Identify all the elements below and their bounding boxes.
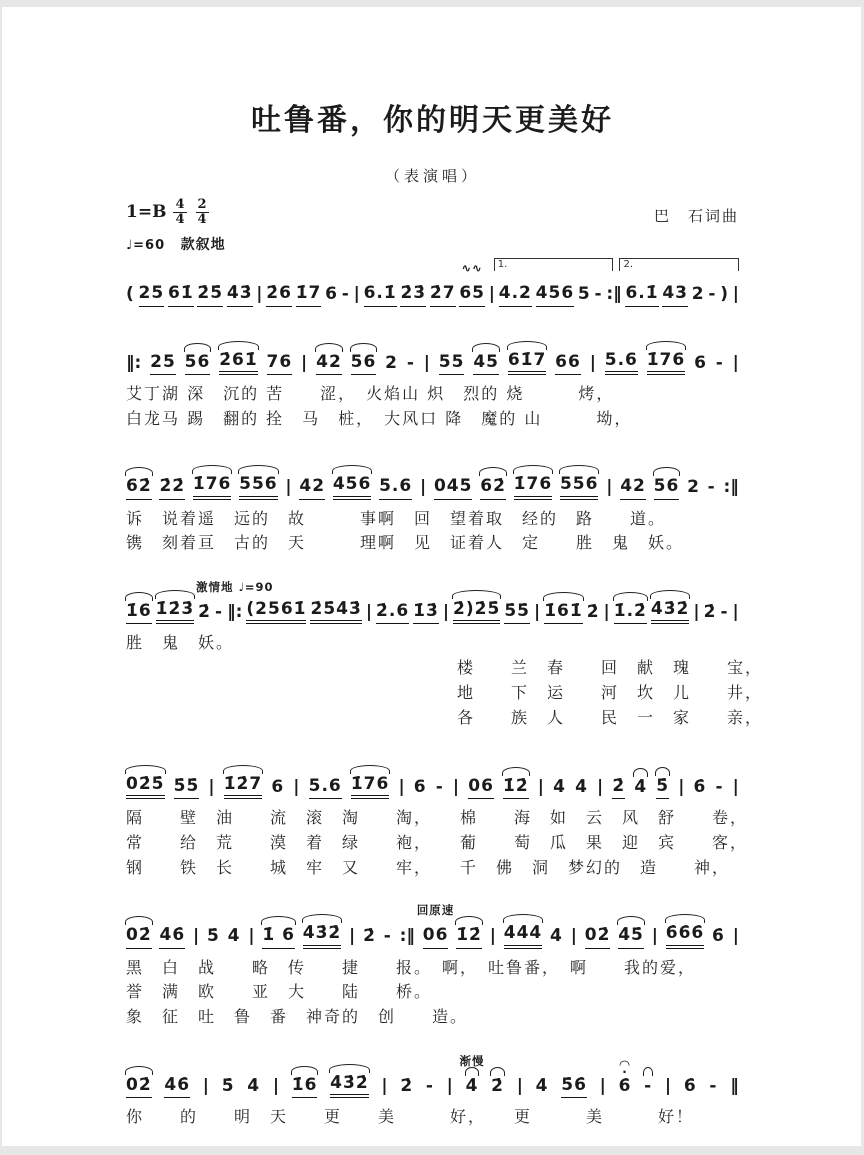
- note-token: 5̇5̇: [174, 776, 200, 799]
- note-token: 4̇: [634, 777, 647, 799]
- lyric-line: 你 的 明 天 更 美 好， 更 美 好！: [126, 1107, 695, 1127]
- notes-row: [126, 896, 739, 948]
- note-token: 2̇3̇: [400, 283, 426, 306]
- note-token: -: [715, 352, 724, 373]
- lyrics-block: [126, 507, 739, 557]
- note-token: 42: [316, 352, 342, 375]
- note-token: 2̇: [198, 602, 212, 623]
- barline: |: [570, 926, 577, 947]
- barline: |: [381, 1075, 388, 1096]
- note-token: 6.1̇: [364, 283, 397, 306]
- lyric-line: 艾丁湖 深 沉的 苦 涩， 火焰山 炽 烈的 烧 烤，: [126, 383, 615, 403]
- score-systems: [126, 256, 764, 1130]
- note-token: 5̇6̇: [561, 1075, 587, 1098]
- note-token: 5.6: [379, 476, 412, 499]
- note-token: 61̇7: [508, 350, 547, 375]
- note-token: 556: [239, 474, 278, 499]
- note-token: 5̇5̇: [504, 601, 530, 624]
- barline: |: [349, 926, 356, 947]
- lyric-line: 镌 刻着亘 古的 天 理啊 见 证着人 定 胜 鬼 妖。: [126, 533, 685, 553]
- barline: :‖: [399, 926, 415, 947]
- note-token: 4̇3̇2̇: [330, 1073, 369, 1098]
- note-token: 5̇: [221, 1075, 235, 1096]
- note-token: 4̇ 渐慢: [466, 1076, 479, 1098]
- note-token: 5.6: [605, 350, 638, 375]
- lyric-line: 隔 壁 油 流 滚 淘 淘， 棉 海 如 云 风 舒 卷，: [126, 807, 749, 827]
- note-token: 6: [271, 776, 285, 797]
- barline: |: [446, 1075, 453, 1096]
- barline: |: [533, 602, 541, 623]
- note-token: (2561̇: [246, 599, 306, 624]
- barline: ‖: [730, 1075, 739, 1096]
- note-token: 4̇4̇4̇: [504, 923, 543, 948]
- lyric-line: 象 征 吐 鲁 番 神奇的 创 造。: [126, 1007, 469, 1027]
- note-token: 4̇3̇2̇: [651, 599, 690, 624]
- note-token: 02̇5̇: [126, 774, 165, 799]
- note-token: 1̇2̇: [503, 776, 529, 799]
- tempo-expression-mark: ∿∿: [461, 260, 483, 275]
- note-token: 6̇: [683, 1075, 697, 1096]
- note-token: ): [720, 284, 729, 305]
- note-token: 4̇: [227, 926, 241, 947]
- note-token: 2: [691, 284, 705, 305]
- barline: |: [208, 776, 215, 797]
- barline: |: [732, 352, 739, 373]
- barline: |: [651, 926, 658, 947]
- barline: |: [419, 477, 427, 498]
- song-subtitle: （表演唱）: [384, 167, 480, 185]
- note-token: 1̇61̇: [544, 601, 583, 624]
- lyric-line: 诉 说着遥 远的 故 事啊 回 望着取 经的 路 道。: [126, 508, 667, 528]
- note-token: 2̇.6: [376, 601, 409, 624]
- score-system: [126, 256, 739, 306]
- key-label: 1=B: [126, 202, 167, 223]
- note-token: 62̇: [126, 476, 152, 499]
- note-token: 4̇3̇2̇: [303, 923, 342, 948]
- note-token: 55: [439, 352, 465, 375]
- note-token: 1̇2̇3̇: [156, 599, 195, 624]
- barline: |: [693, 602, 700, 623]
- fermata-icon: ◠ ·: [619, 1058, 630, 1074]
- note-token: 2̇: [612, 776, 625, 799]
- note-token: 06: [468, 776, 494, 799]
- barline: ‖:: [126, 352, 142, 373]
- note-token: 5: [577, 284, 591, 305]
- lyric-line: 常 给 荒 漠 着 绿 袍， 葡 萄 瓜 果 迎 宾 客，: [126, 832, 749, 852]
- note-token: 1̇76: [193, 474, 232, 499]
- lyrics-block: [126, 382, 739, 432]
- volta-bracket: 1.: [494, 258, 614, 271]
- barline: |: [732, 776, 739, 797]
- time-signatures: [173, 198, 208, 226]
- meter-denominator: 4: [175, 211, 185, 227]
- song-title: 吐鲁番，你的明天更美好: [251, 104, 614, 137]
- note-token: 2̇: [703, 602, 717, 623]
- score-system: [126, 747, 749, 881]
- note-token: 6: [325, 284, 338, 305]
- score-system: [126, 896, 739, 1030]
- note-token: -: [709, 1075, 718, 1096]
- barline: |: [488, 284, 495, 305]
- meta-row: [126, 198, 739, 226]
- barline: |: [732, 602, 739, 623]
- note-token: 62̇: [480, 476, 506, 499]
- note-token: 2̇: [400, 1075, 414, 1096]
- note-token: 02̇: [126, 1075, 152, 1098]
- note-token: 42: [299, 476, 325, 499]
- note-token: (: [126, 284, 135, 305]
- tempo-marking: [126, 234, 739, 254]
- note-token: 5.6: [309, 776, 342, 799]
- note-token: 56: [185, 352, 211, 375]
- note-token: 2̇: [586, 602, 600, 623]
- note-token: 4̇: [247, 1075, 261, 1096]
- note-token: -: [341, 284, 350, 305]
- note-token: 02̇: [585, 925, 611, 948]
- barline: |: [248, 926, 255, 947]
- note-token: 61̇: [168, 283, 194, 306]
- tempo-expression-mark: 渐慢: [459, 1053, 485, 1068]
- lyric-line: 地 下 运 河 坎 儿 井，: [457, 683, 764, 703]
- tempo-style: 款叙地: [180, 237, 226, 254]
- note-token: 06 回原速: [423, 925, 449, 948]
- barline: |: [452, 776, 460, 797]
- barline: |: [192, 926, 200, 947]
- tempo-expression-mark: 回原速: [416, 902, 455, 917]
- barline: |: [606, 477, 613, 498]
- note-token: 1̇3̇: [413, 601, 439, 624]
- barline: |: [732, 926, 739, 947]
- note-token: 2: [385, 352, 398, 373]
- note-token: -: [215, 602, 224, 623]
- note-token: -: [406, 352, 415, 373]
- note-token: 1̇2̇: [456, 925, 482, 948]
- note-token: 1̇76: [514, 474, 553, 499]
- lyrics-block: [126, 956, 739, 1030]
- note-token: 1̇7: [296, 283, 322, 306]
- tempo-bpm: ♩=60: [126, 238, 166, 254]
- barline: |: [272, 1075, 280, 1096]
- note-token: 456: [536, 283, 575, 306]
- note-token: 2: [687, 477, 700, 498]
- note-token: 2̇5̇: [197, 283, 223, 306]
- lyric-line: 誉 满 欧 亚 大 陆 桥。: [126, 982, 433, 1002]
- note-token: 2̇5̇4̇3̇: [310, 599, 361, 624]
- note-token: 43: [662, 283, 688, 306]
- note-token: 66: [555, 352, 581, 375]
- note-token: 5̇: [207, 926, 220, 947]
- barline: |: [301, 352, 308, 373]
- note-token: 1̇76: [351, 774, 390, 799]
- lyric-line: 各 族 人 民 一 家 亲，: [457, 707, 764, 727]
- note-token: 4̇: [575, 776, 588, 797]
- notes-row: [126, 1046, 739, 1098]
- composer-credit: 巴 石词曲: [653, 207, 739, 226]
- key-signature: [126, 198, 209, 226]
- note-token: 6̇6̇6̇: [666, 923, 705, 948]
- note-token: 56: [654, 476, 680, 499]
- note-token: -: [435, 776, 444, 797]
- volta-bracket: 2.: [619, 258, 739, 271]
- note-token: 25: [150, 352, 176, 375]
- barline: |: [293, 776, 300, 797]
- note-token: 45: [473, 352, 499, 375]
- barline: |: [202, 1075, 209, 1096]
- note-token: 2̇6: [266, 283, 292, 306]
- lyric-line: 黑 白 战 略 传 捷 报。 啊， 吐鲁番， 啊 我的爱，: [126, 957, 697, 977]
- barline: |: [597, 776, 604, 797]
- note-token: 2̇61̇: [219, 350, 258, 375]
- notes-row: [126, 447, 739, 499]
- barline: |: [678, 776, 685, 797]
- lyric-line: 胜 鬼 妖。: [126, 633, 235, 653]
- note-token: 56: [351, 352, 377, 375]
- notes-row: [126, 256, 739, 306]
- sheet-music-page: [2, 7, 861, 1146]
- notes-row: [126, 747, 739, 799]
- barline: |: [489, 926, 496, 947]
- time-signature: [196, 198, 209, 226]
- barline: |: [599, 1075, 606, 1096]
- meter-numerator: 2: [197, 197, 207, 212]
- barline: |: [285, 477, 292, 498]
- note-token: 1̇6: [292, 1075, 318, 1098]
- note-token: 2̇: [363, 926, 376, 947]
- note-token: 1̇.2̇: [614, 601, 647, 624]
- note-token: 6̇: [693, 776, 707, 797]
- note-token: 2̇: [491, 1076, 504, 1098]
- tempo-expression-mark: 激情地 ♩=90: [195, 579, 274, 594]
- note-token: 1̇ 6: [262, 925, 295, 948]
- note-token: 4̇6̇: [164, 1075, 190, 1098]
- lyrics-block: [126, 1105, 739, 1130]
- note-token: 4.2: [499, 283, 532, 306]
- note-token: 6: [413, 776, 427, 797]
- note-token: -: [425, 1075, 434, 1096]
- lyrics-block: [126, 806, 749, 880]
- barline: |: [732, 284, 739, 305]
- note-token: -: [644, 1076, 652, 1098]
- lyric-line: 楼 兰 春 回 献 瑰 宝，: [457, 658, 764, 678]
- barline: |: [442, 602, 450, 623]
- notes-row: [126, 572, 739, 624]
- note-token: 4̇: [550, 926, 563, 947]
- note-token: 76: [267, 352, 293, 375]
- note-token: 1̇6: [126, 601, 152, 624]
- note-token: 045: [434, 476, 473, 499]
- lyric-line: 钢 铁 长 城 牢 又 牢， 千 佛 洞 梦幻的 造 神，: [126, 857, 731, 877]
- note-token: -: [708, 284, 717, 305]
- note-token: 25: [139, 283, 165, 306]
- note-token: 6.1̇: [625, 283, 658, 306]
- note-token: 42: [620, 476, 646, 499]
- note-token: 1̇2̇7: [224, 774, 263, 799]
- score-system: [126, 1046, 739, 1130]
- barline: |: [537, 776, 545, 797]
- note-token: -: [715, 776, 724, 797]
- note-token: 456: [333, 474, 372, 499]
- lyric-line: 白龙马 踢 翻的 拴 马 桩， 大风口 降 魔的 山 坳，: [126, 408, 633, 428]
- score-system: [126, 572, 764, 730]
- barline: |: [398, 776, 405, 797]
- barline: :‖: [723, 477, 739, 498]
- barline: ‖: 激情地 ♩=90: [195, 579, 274, 623]
- note-token: 556: [560, 474, 599, 499]
- barline: |: [423, 352, 430, 373]
- score-system: [126, 447, 739, 556]
- note-token: 6̇: [712, 926, 725, 947]
- barline: |: [664, 1075, 672, 1096]
- note-token: -: [594, 284, 603, 305]
- score-system: [126, 323, 739, 432]
- note-token: 65 ∿∿: [459, 283, 485, 306]
- note-token: -: [383, 926, 392, 947]
- note-token: 2̇)2̇5̇: [453, 599, 500, 624]
- note-token: 4̇: [535, 1075, 549, 1096]
- note-token: 1̇76: [647, 350, 686, 375]
- meter-denominator: 4: [197, 211, 207, 227]
- note-token: 4̇: [553, 776, 566, 797]
- note-token: 5̇: [656, 776, 669, 799]
- note-token: 02̇: [126, 925, 152, 948]
- note-token: 4̇5̇: [618, 925, 644, 948]
- note-token: 2̇2̇: [159, 476, 185, 499]
- note-token: 2̇7: [430, 283, 456, 306]
- note-token: 4̇3̇: [227, 283, 253, 306]
- note-token: 6: [694, 352, 707, 373]
- barline: |: [365, 602, 373, 623]
- lyrics-block: [126, 631, 764, 730]
- barline: |: [256, 284, 263, 305]
- barline: |: [353, 284, 360, 305]
- note-token: -: [720, 602, 729, 623]
- notes-row: [126, 323, 739, 375]
- meter-numerator: 4: [175, 197, 185, 212]
- time-signature: [173, 198, 186, 226]
- barline: |: [516, 1075, 523, 1096]
- note-token: 6̇ ◠ ·: [619, 1076, 632, 1098]
- barline: |: [603, 602, 610, 623]
- note-token: -: [707, 477, 716, 498]
- barline: :‖: [606, 284, 622, 305]
- barline: |: [589, 352, 596, 373]
- note-token: 4̇6̇: [159, 925, 185, 948]
